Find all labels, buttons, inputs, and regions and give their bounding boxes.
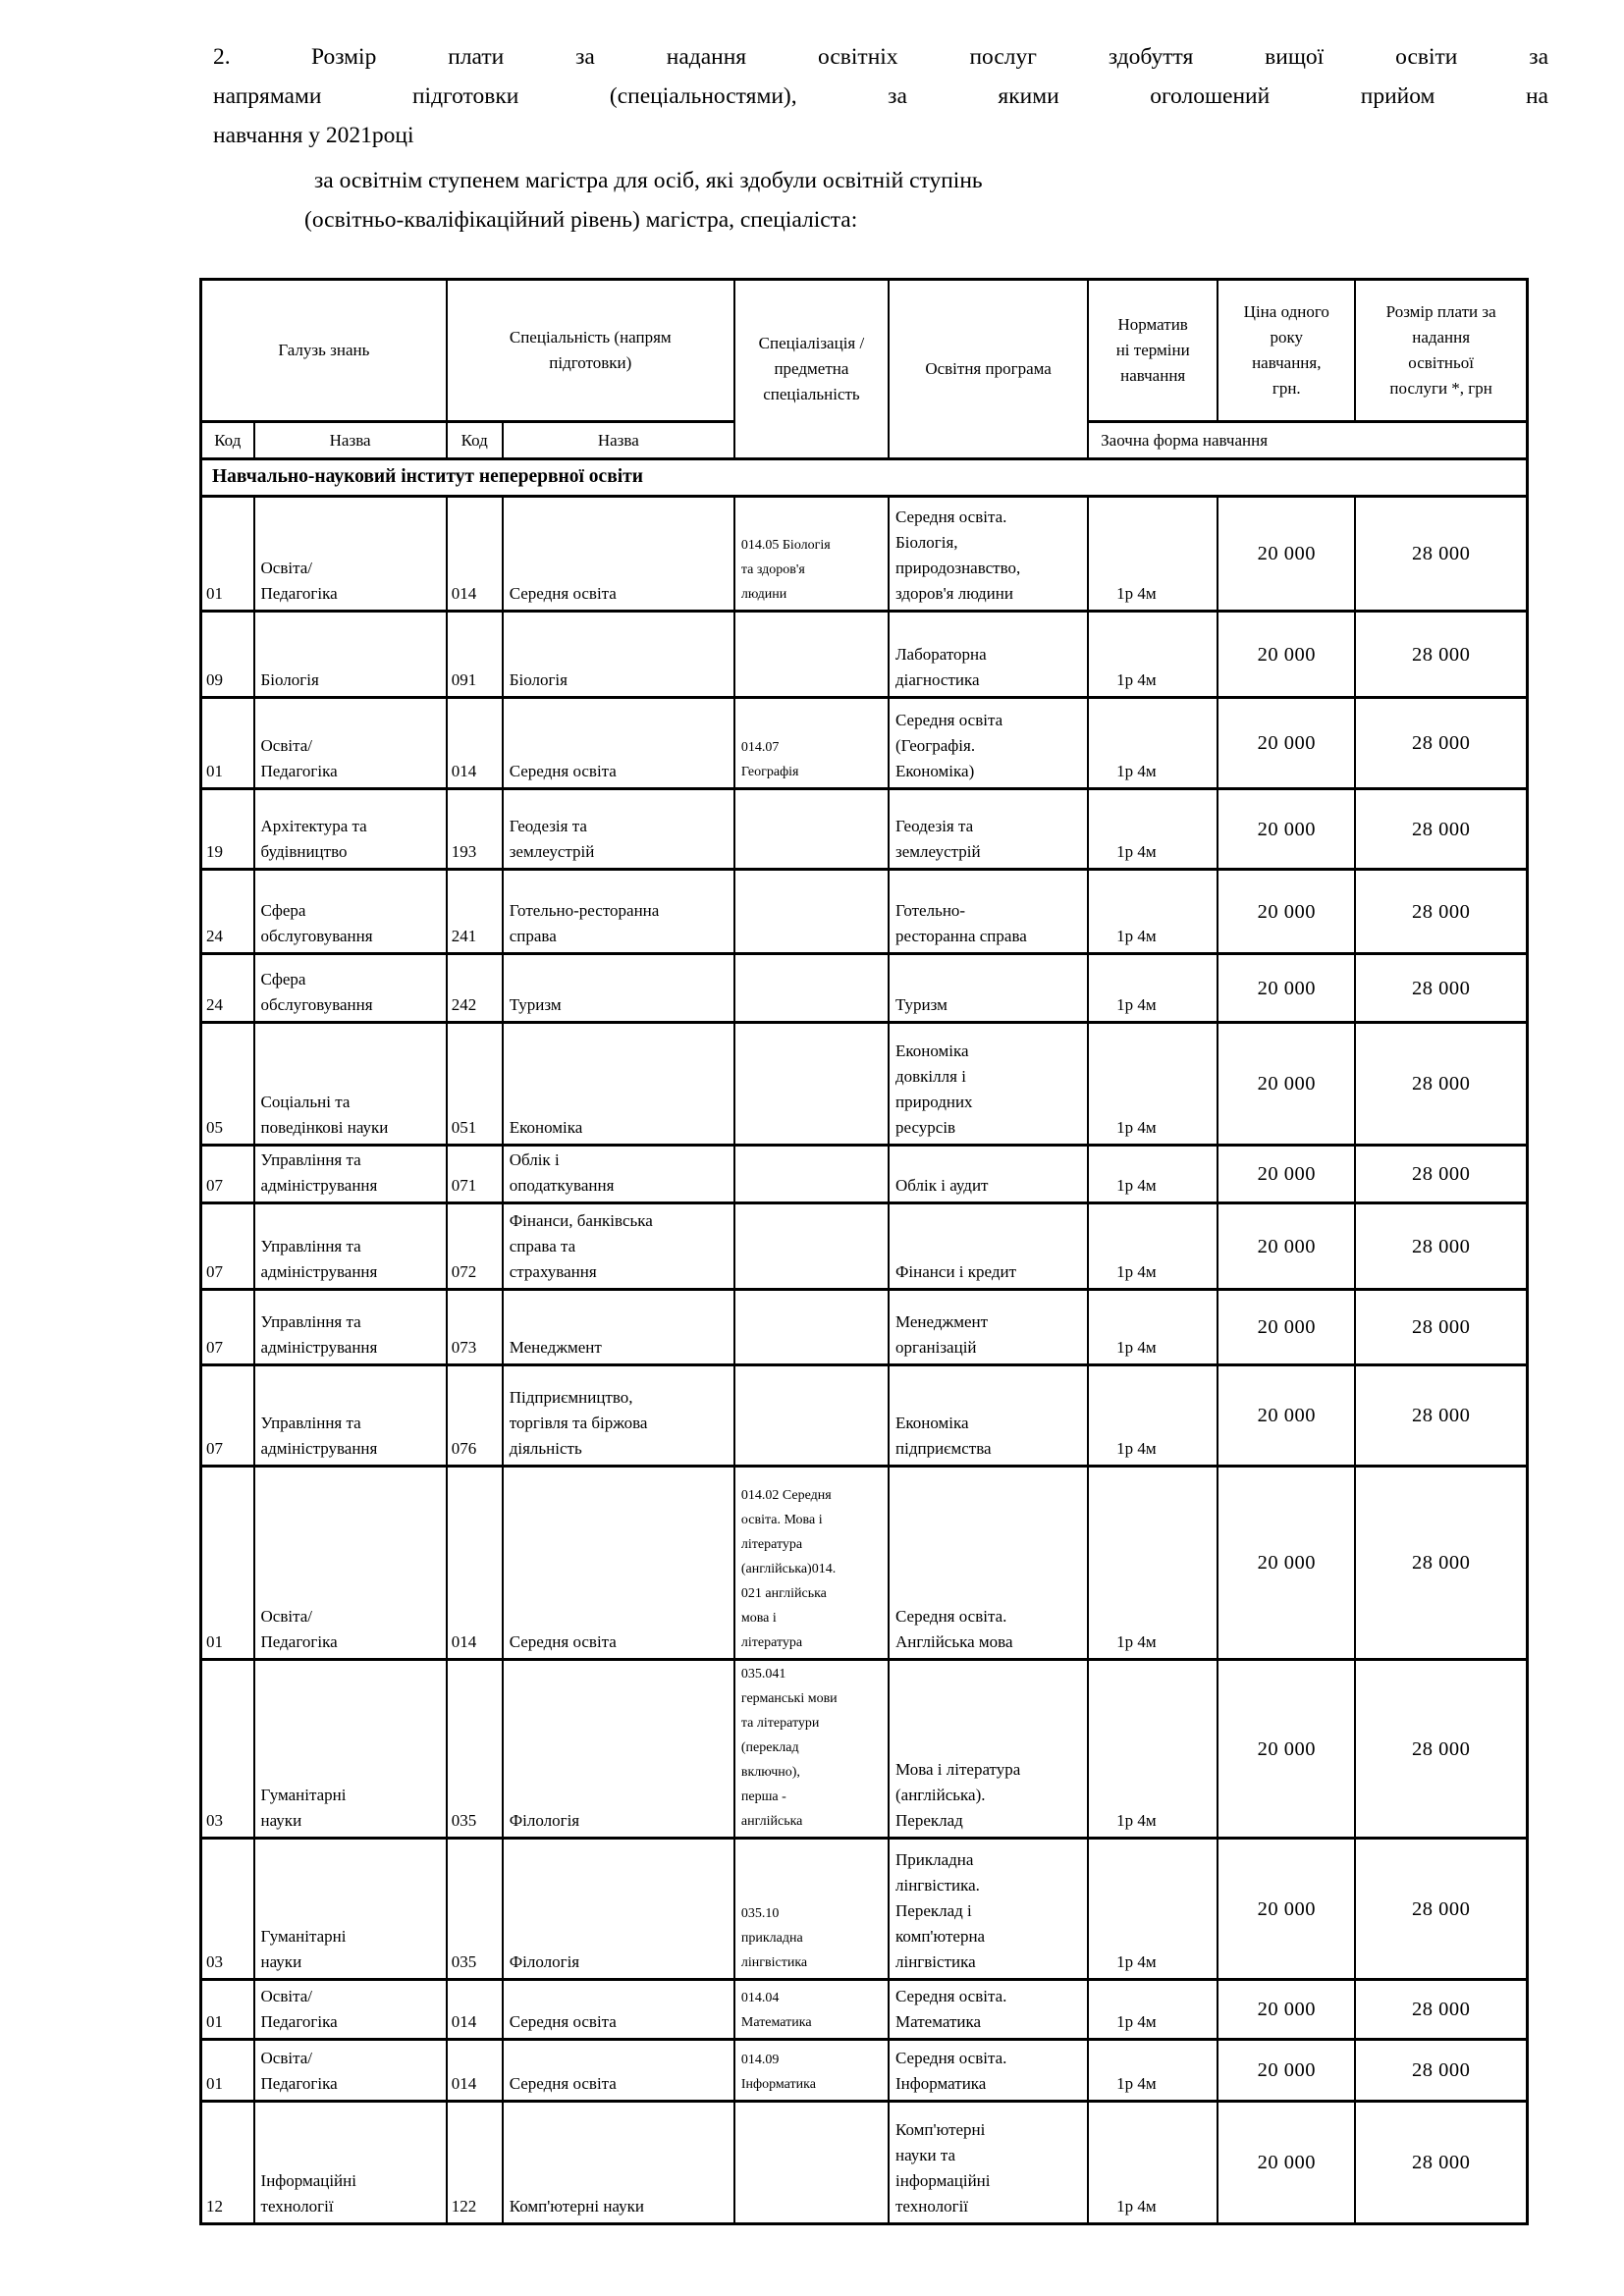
cell-term: 1р 4м <box>1088 1980 1218 2040</box>
cell-spec-name: Готельно-ресторанна справа <box>503 870 734 954</box>
cell-branch-name: Сфера обслуговування <box>254 870 447 954</box>
table-row <box>201 1203 1528 1290</box>
heading-line-1-text: Розмір плати за надання освітніх послуг здобуття вищої освіти за <box>311 44 1548 70</box>
cell-branch-code: 07 <box>201 1365 254 1467</box>
cell-spec-name: Туризм <box>503 954 734 1023</box>
cell-branch-name: Архітектура та будівництво <box>254 789 447 870</box>
cell-term: 1р 4м <box>1088 1203 1218 1290</box>
table-row <box>201 698 1528 789</box>
cell-specialization <box>734 612 889 698</box>
cell-price: 20 000 <box>1218 1290 1355 1365</box>
cell-branch-name: Інформаційні технології <box>254 2102 447 2224</box>
cell-branch-name: Гуманітарні науки <box>254 1660 447 1839</box>
tuition-fees-table <box>199 278 1529 2225</box>
cell-program: Середня освіта. Математика <box>889 1980 1088 2040</box>
cell-price: 20 000 <box>1218 2040 1355 2102</box>
cell-price: 20 000 <box>1218 1467 1355 1660</box>
cell-specialization: 014.07 Географія <box>734 698 889 789</box>
cell-branch-name: Освіта/ Педагогіка <box>254 2040 447 2102</box>
cell-fee: 28 000 <box>1355 1467 1527 1660</box>
cell-specialization <box>734 1290 889 1365</box>
cell-branch-code: 19 <box>201 789 254 870</box>
cell-fee: 28 000 <box>1355 954 1527 1023</box>
cell-price: 20 000 <box>1218 870 1355 954</box>
cell-fee: 28 000 <box>1355 789 1527 870</box>
cell-program: Туризм <box>889 954 1088 1023</box>
cell-price: 20 000 <box>1218 1146 1355 1203</box>
header-branch: Галузь знань <box>201 280 447 422</box>
table-row <box>201 1467 1528 1660</box>
cell-branch-code: 07 <box>201 1146 254 1203</box>
header-row-1 <box>201 280 1528 422</box>
header-specialty-text: Спеціальність (напрям підготовки) <box>509 328 672 372</box>
header-price <box>1218 280 1355 422</box>
cell-branch-name: Управління та адміністрування <box>254 1146 447 1203</box>
cell-branch-code: 24 <box>201 870 254 954</box>
cell-specialization <box>734 2102 889 2224</box>
cell-spec-name: Філологія <box>503 1839 734 1980</box>
cell-program: Готельно-ресторанна справа <box>889 870 1088 954</box>
cell-spec-name: Геодезія та землеустрій <box>503 789 734 870</box>
cell-fee: 28 000 <box>1355 1203 1527 1290</box>
cell-fee: 28 000 <box>1355 497 1527 612</box>
cell-spec-name: Середня освіта <box>503 497 734 612</box>
cell-specialization <box>734 1023 889 1146</box>
cell-fee: 28 000 <box>1355 1365 1527 1467</box>
table-row <box>201 1660 1528 1839</box>
cell-specialization <box>734 1365 889 1467</box>
cell-spec-code: 051 <box>447 1023 503 1146</box>
cell-term: 1р 4м <box>1088 1467 1218 1660</box>
heading-paragraph <box>213 37 1548 240</box>
table-row <box>201 1290 1528 1365</box>
cell-spec-code: 091 <box>447 612 503 698</box>
cell-spec-code: 072 <box>447 1203 503 1290</box>
cell-program: Середня освіта. Інформатика <box>889 2040 1088 2102</box>
cell-specialization: 014.02 Середня освіта. Мова і література (англійська)014.021 англійська мова і література <box>734 1467 889 1660</box>
cell-specialization <box>734 870 889 954</box>
cell-term: 1р 4м <box>1088 497 1218 612</box>
cell-spec-name: Економіка <box>503 1023 734 1146</box>
cell-branch-code: 01 <box>201 2040 254 2102</box>
cell-branch-name: Соціальні та поведінкові науки <box>254 1023 447 1146</box>
cell-branch-name: Гуманітарні науки <box>254 1839 447 1980</box>
cell-term: 1р 4м <box>1088 1839 1218 1980</box>
cell-program: Економіка підприємства <box>889 1365 1088 1467</box>
table-row <box>201 497 1528 612</box>
cell-specialization <box>734 1203 889 1290</box>
heading-line-3: навчання у 2021році <box>213 123 414 148</box>
cell-branch-code: 24 <box>201 954 254 1023</box>
cell-spec-code: 014 <box>447 497 503 612</box>
cell-spec-name: Середня освіта <box>503 1980 734 2040</box>
table-row <box>201 1146 1528 1203</box>
cell-term: 1р 4м <box>1088 2040 1218 2102</box>
cell-spec-name: Комп'ютерні науки <box>503 2102 734 2224</box>
header-branch-name: Назва <box>254 422 447 459</box>
cell-spec-code: 242 <box>447 954 503 1023</box>
cell-branch-code: 01 <box>201 1467 254 1660</box>
cell-program: Облік і аудит <box>889 1146 1088 1203</box>
cell-spec-code: 035 <box>447 1660 503 1839</box>
cell-program: Лабораторна діагностика <box>889 612 1088 698</box>
cell-specialization: 014.09 Інформатика <box>734 2040 889 2102</box>
cell-spec-code: 071 <box>447 1146 503 1203</box>
cell-spec-code: 035 <box>447 1839 503 1980</box>
cell-branch-code: 07 <box>201 1290 254 1365</box>
header-spec-code: Код <box>447 422 503 459</box>
cell-branch-code: 09 <box>201 612 254 698</box>
cell-spec-code: 014 <box>447 2040 503 2102</box>
cell-branch-name: Освіта/ Педагогіка <box>254 497 447 612</box>
cell-branch-name: Сфера обслуговування <box>254 954 447 1023</box>
cell-price: 20 000 <box>1218 954 1355 1023</box>
table-row <box>201 1839 1528 1980</box>
cell-term: 1р 4м <box>1088 612 1218 698</box>
table-row <box>201 870 1528 954</box>
cell-specialization <box>734 1146 889 1203</box>
cell-fee: 28 000 <box>1355 870 1527 954</box>
cell-branch-code: 01 <box>201 1980 254 2040</box>
section-row <box>201 459 1528 497</box>
table-row <box>201 612 1528 698</box>
header-study-form: Заочна форма навчання <box>1088 422 1527 459</box>
header-branch-code: Код <box>201 422 254 459</box>
cell-term: 1р 4м <box>1088 954 1218 1023</box>
heading-number: 2. <box>213 44 231 70</box>
cell-specialization <box>734 954 889 1023</box>
cell-fee: 28 000 <box>1355 1290 1527 1365</box>
table-row <box>201 1980 1528 2040</box>
cell-branch-name: Освіта/ Педагогіка <box>254 1467 447 1660</box>
header-program: Освітня програма <box>889 280 1088 459</box>
cell-spec-code: 014 <box>447 1467 503 1660</box>
cell-branch-code: 03 <box>201 1839 254 1980</box>
cell-program: Економіка довкілля і природних ресурсів <box>889 1023 1088 1146</box>
cell-fee: 28 000 <box>1355 1660 1527 1839</box>
cell-term: 1р 4м <box>1088 1660 1218 1839</box>
table-row <box>201 2040 1528 2102</box>
cell-term: 1р 4м <box>1088 698 1218 789</box>
cell-specialization: 035.10 прикладна лінгвістика <box>734 1839 889 1980</box>
cell-spec-name: Середня освіта <box>503 2040 734 2102</box>
cell-spec-code: 241 <box>447 870 503 954</box>
cell-fee: 28 000 <box>1355 1146 1527 1203</box>
cell-branch-name: Управління та адміністрування <box>254 1365 447 1467</box>
cell-branch-code: 01 <box>201 698 254 789</box>
cell-spec-name: Підприємництво, торгівля та біржова діяльність <box>503 1365 734 1467</box>
header-terms-text: Нормативні терміни навчання <box>1115 315 1190 385</box>
cell-specialization: 014.04 Математика <box>734 1980 889 2040</box>
cell-term: 1р 4м <box>1088 1365 1218 1467</box>
cell-price: 20 000 <box>1218 1365 1355 1467</box>
cell-fee: 28 000 <box>1355 1839 1527 1980</box>
header-fee <box>1355 280 1527 422</box>
cell-branch-code: 03 <box>201 1660 254 1839</box>
header-terms <box>1088 280 1218 422</box>
cell-program: Мова і література (англійська). Переклад <box>889 1660 1088 1839</box>
cell-program: Комп'ютерні науки та інформаційні технології <box>889 2102 1088 2224</box>
table-row <box>201 954 1528 1023</box>
cell-spec-code: 076 <box>447 1365 503 1467</box>
header-price-text: Ціна одного року навчання, грн. <box>1243 302 1329 398</box>
cell-term: 1р 4м <box>1088 870 1218 954</box>
cell-term: 1р 4м <box>1088 1146 1218 1203</box>
cell-price: 20 000 <box>1218 1023 1355 1146</box>
cell-branch-code: 05 <box>201 1023 254 1146</box>
header-specialization-text: Спеціалізація / предметна спеціальність <box>758 334 865 403</box>
cell-spec-code: 122 <box>447 2102 503 2224</box>
cell-price: 20 000 <box>1218 497 1355 612</box>
cell-price: 20 000 <box>1218 1839 1355 1980</box>
cell-price: 20 000 <box>1218 698 1355 789</box>
heading-line-1 <box>213 37 1548 77</box>
cell-price: 20 000 <box>1218 789 1355 870</box>
cell-term: 1р 4м <box>1088 1023 1218 1146</box>
cell-fee: 28 000 <box>1355 2102 1527 2224</box>
heading-line-5: (освітньо-кваліфікаційний рівень) магістра, спеціаліста: <box>304 207 858 233</box>
cell-spec-name: Менеджмент <box>503 1290 734 1365</box>
cell-branch-code: 12 <box>201 2102 254 2224</box>
heading-line-2: напрямами підготовки (спеціальностями), за якими оголошений прийом на <box>213 83 1548 109</box>
header-fee-text: Розмір плати за надання освітньої послуги *, грн <box>1385 302 1496 398</box>
cell-term: 1р 4м <box>1088 1290 1218 1365</box>
cell-spec-name: Біологія <box>503 612 734 698</box>
cell-program: Середня освіта. Англійська мова <box>889 1467 1088 1660</box>
cell-spec-name: Облік і оподаткування <box>503 1146 734 1203</box>
cell-fee: 28 000 <box>1355 1023 1527 1146</box>
cell-program: Середня освіта (Географія. Економіка) <box>889 698 1088 789</box>
cell-spec-code: 014 <box>447 1980 503 2040</box>
table-row <box>201 1023 1528 1146</box>
cell-fee: 28 000 <box>1355 612 1527 698</box>
cell-program: Прикладна лінгвістика. Переклад і комп'ютерна лінгвістика <box>889 1839 1088 1980</box>
cell-price: 20 000 <box>1218 1660 1355 1839</box>
table-row <box>201 789 1528 870</box>
cell-program: Геодезія та землеустрій <box>889 789 1088 870</box>
heading-line-4: за освітнім ступенем магістра для осіб, які здобули освітній ступінь <box>314 168 983 193</box>
header-specialization <box>734 280 889 459</box>
cell-branch-code: 07 <box>201 1203 254 1290</box>
cell-spec-code: 073 <box>447 1290 503 1365</box>
header-spec-name: Назва <box>503 422 734 459</box>
cell-spec-code: 014 <box>447 698 503 789</box>
table-row <box>201 2102 1528 2224</box>
cell-branch-name: Освіта/ Педагогіка <box>254 1980 447 2040</box>
cell-branch-name: Управління та адміністрування <box>254 1290 447 1365</box>
cell-program: Фінанси і кредит <box>889 1203 1088 1290</box>
cell-specialization: 014.05 Біологія та здоров'я людини <box>734 497 889 612</box>
cell-fee: 28 000 <box>1355 698 1527 789</box>
cell-branch-name: Управління та адміністрування <box>254 1203 447 1290</box>
cell-fee: 28 000 <box>1355 1980 1527 2040</box>
cell-term: 1р 4м <box>1088 789 1218 870</box>
cell-specialization <box>734 789 889 870</box>
table-row <box>201 1365 1528 1467</box>
cell-branch-name: Біологія <box>254 612 447 698</box>
cell-program: Середня освіта. Біологія, природознавство, здоров'я людини <box>889 497 1088 612</box>
cell-branch-name: Освіта/ Педагогіка <box>254 698 447 789</box>
cell-term: 1р 4м <box>1088 2102 1218 2224</box>
cell-fee: 28 000 <box>1355 2040 1527 2102</box>
institute-section-title: Навчально-науковий інститут неперервної освіти <box>201 459 1528 497</box>
cell-spec-name: Середня освіта <box>503 1467 734 1660</box>
cell-spec-code: 193 <box>447 789 503 870</box>
cell-spec-name: Середня освіта <box>503 698 734 789</box>
cell-price: 20 000 <box>1218 2102 1355 2224</box>
header-specialty <box>447 280 734 422</box>
cell-price: 20 000 <box>1218 612 1355 698</box>
cell-spec-name: Філологія <box>503 1660 734 1839</box>
cell-specialization: 035.041 германські мови та літератури (переклад включно), перша - англійська <box>734 1660 889 1839</box>
cell-program: Менеджмент організацій <box>889 1290 1088 1365</box>
cell-spec-name: Фінанси, банківська справа та страхування <box>503 1203 734 1290</box>
cell-price: 20 000 <box>1218 1980 1355 2040</box>
cell-price: 20 000 <box>1218 1203 1355 1290</box>
cell-branch-code: 01 <box>201 497 254 612</box>
